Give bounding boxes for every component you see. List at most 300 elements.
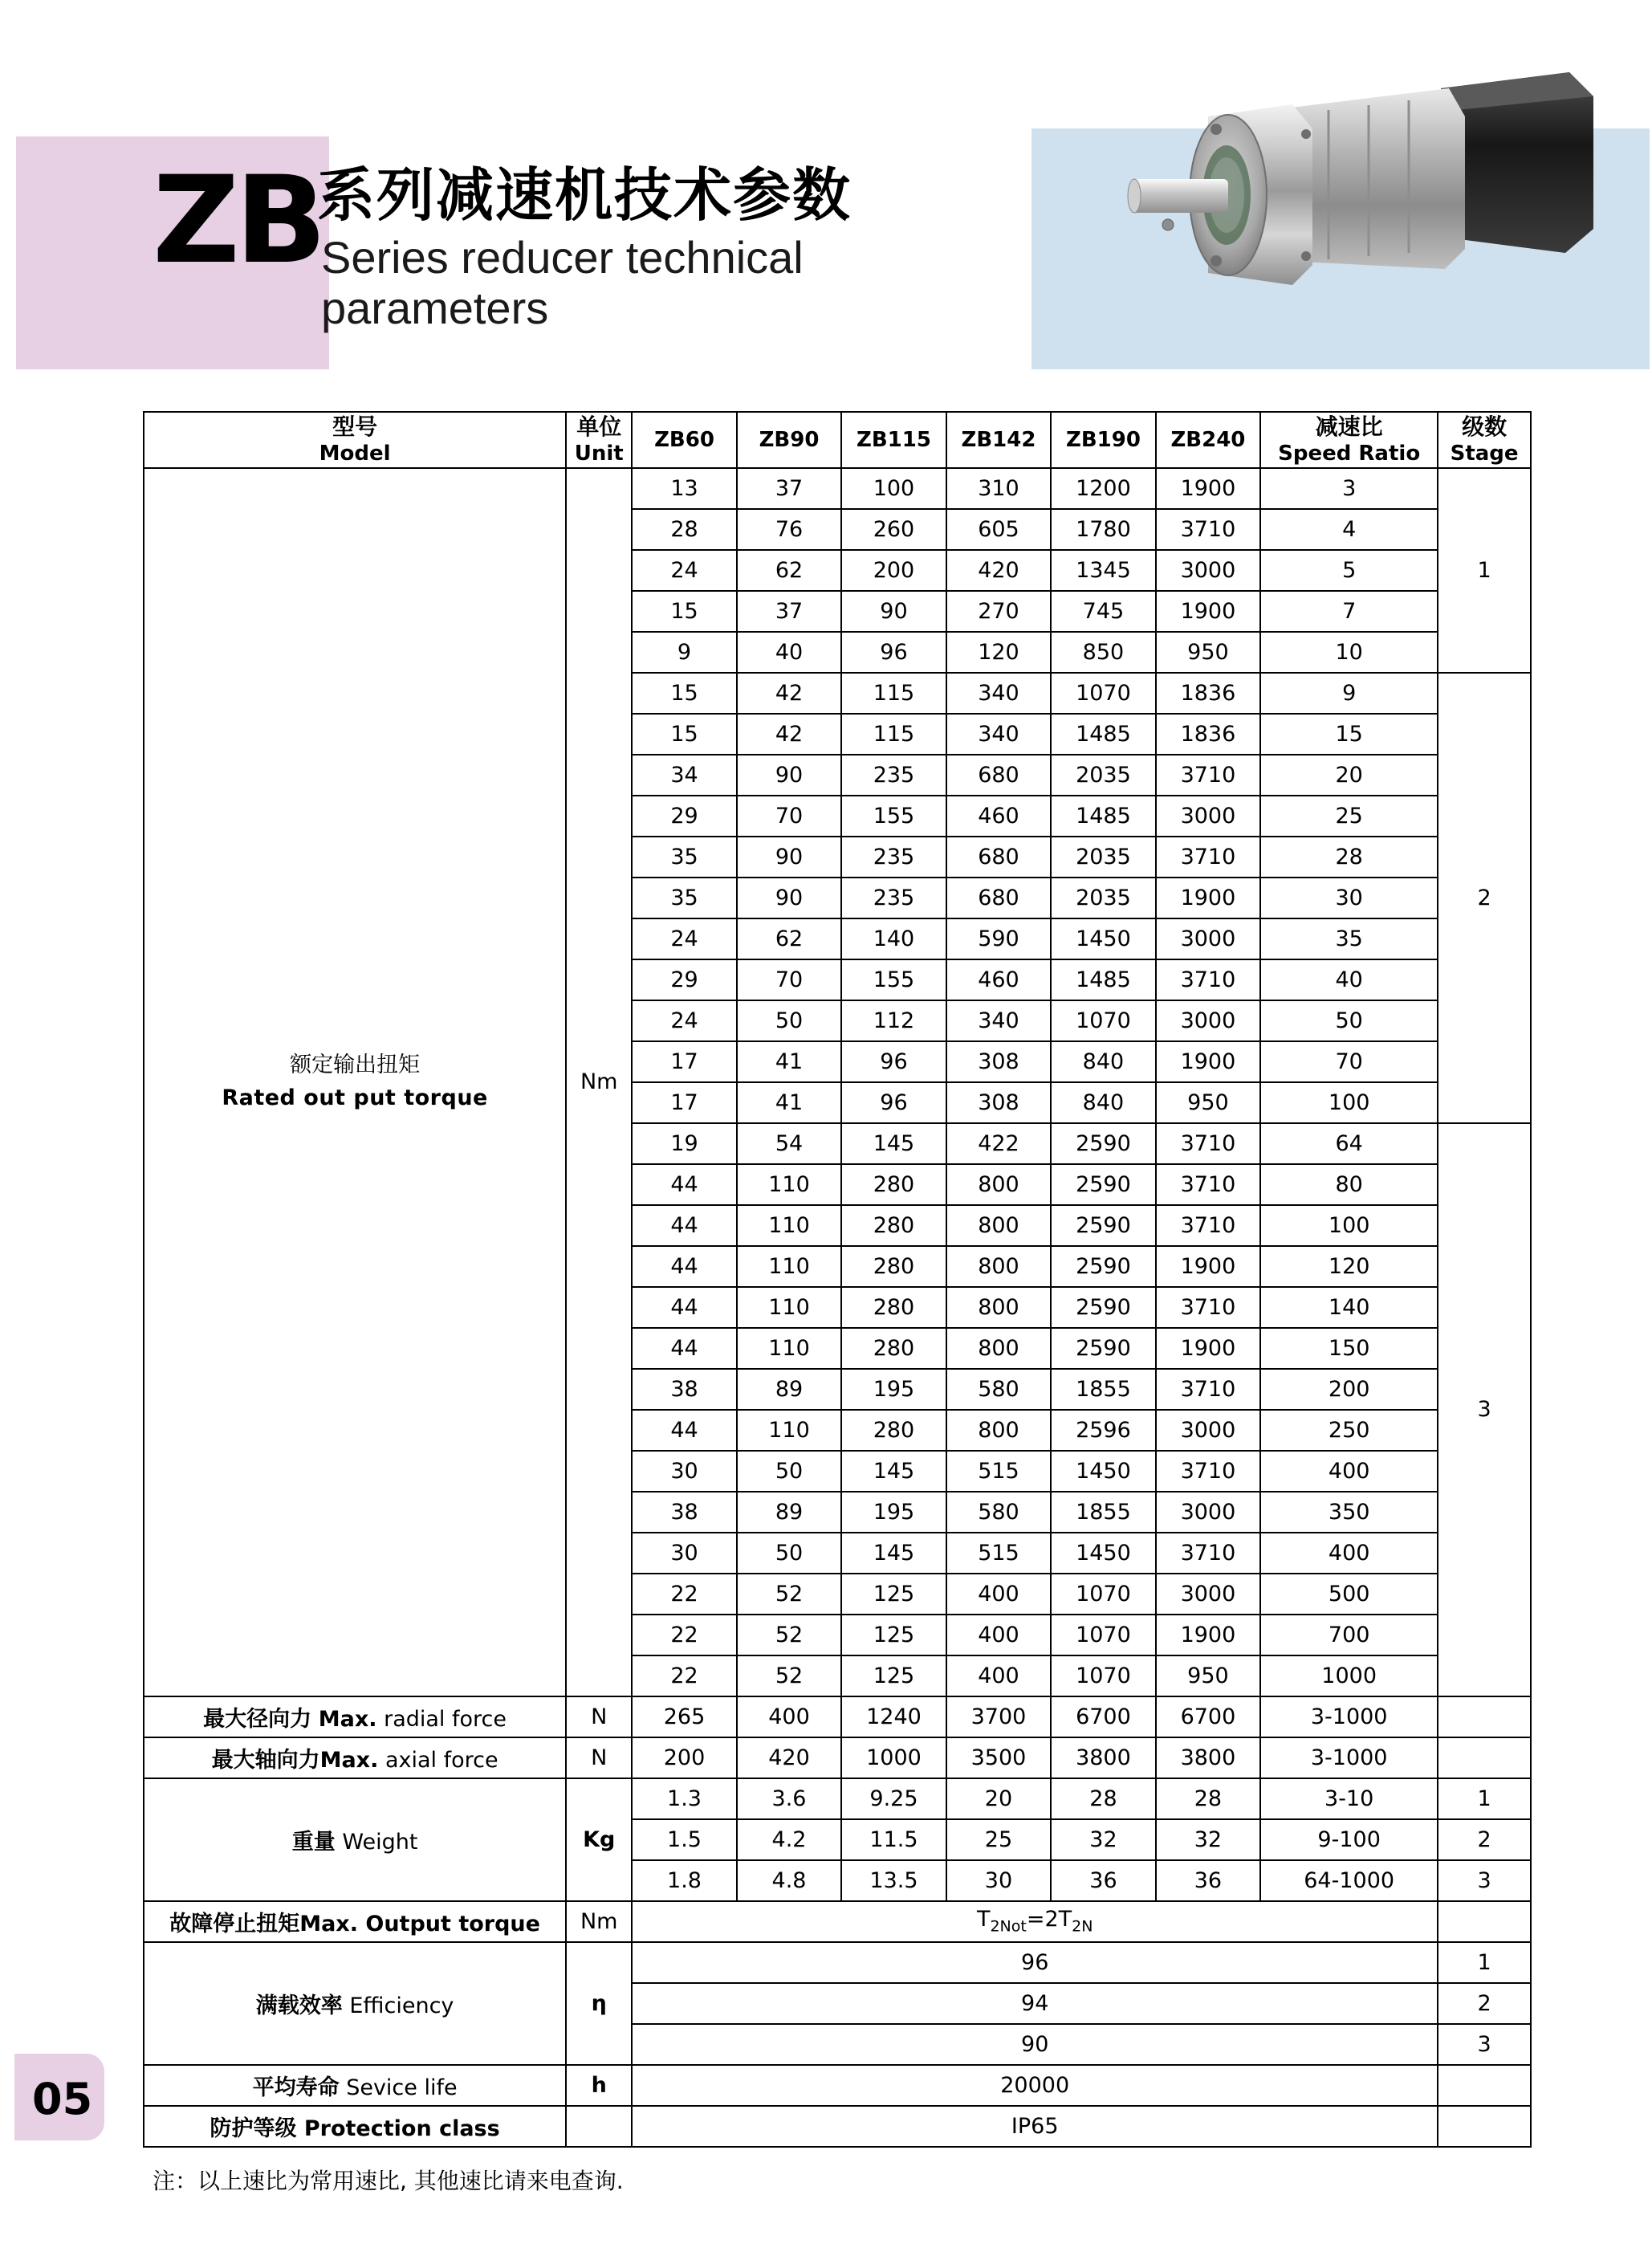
efficiency-unit: η xyxy=(566,1942,632,2065)
cell-value: 24 xyxy=(632,918,736,959)
cell-value: 30 xyxy=(632,1451,736,1492)
table-header-row xyxy=(144,412,1531,468)
cell-value: 3800 xyxy=(1156,1737,1260,1778)
cell-value: 1345 xyxy=(1051,550,1155,591)
cell-value: 422 xyxy=(946,1123,1051,1164)
cell-value: 62 xyxy=(737,550,841,591)
cell-value: 54 xyxy=(737,1123,841,1164)
cell-stage-empty xyxy=(1438,1901,1531,1942)
cell-value: 44 xyxy=(632,1205,736,1246)
cell-value: 110 xyxy=(737,1328,841,1369)
table-row-service-life xyxy=(144,2065,1531,2106)
cell-ratio: 3-10 xyxy=(1260,1778,1438,1819)
cell-value: 745 xyxy=(1051,591,1155,632)
cell-value: 15 xyxy=(632,714,736,755)
cell-value: 3710 xyxy=(1156,1205,1260,1246)
cell-value: 420 xyxy=(946,550,1051,591)
cell-value: 3000 xyxy=(1156,1000,1260,1041)
cell-value: 50 xyxy=(737,1000,841,1041)
header-model-zb190: ZB190 xyxy=(1051,412,1155,468)
cell-value: 125 xyxy=(841,1574,946,1615)
cell-value: 13.5 xyxy=(841,1860,946,1901)
cell-ratio: 20 xyxy=(1260,755,1438,796)
cell-value: 400 xyxy=(737,1696,841,1737)
cell-value: 1240 xyxy=(841,1696,946,1737)
cell-value: 3710 xyxy=(1156,1533,1260,1574)
table-row xyxy=(144,468,1531,509)
cell-value: 155 xyxy=(841,796,946,837)
cell-value: 52 xyxy=(737,1574,841,1615)
cell-value: 36 xyxy=(1051,1860,1155,1901)
cell-value: 140 xyxy=(841,918,946,959)
cell-value: 800 xyxy=(946,1164,1051,1205)
rated-torque-label: 额定输出扭矩 Rated out put torque xyxy=(144,468,566,1696)
cell-value: 265 xyxy=(632,1696,736,1737)
cell-value: 310 xyxy=(946,468,1051,509)
cell-value: 3710 xyxy=(1156,1287,1260,1328)
cell-value: 44 xyxy=(632,1164,736,1205)
cell-ratio: 700 xyxy=(1260,1615,1438,1655)
cell-value: 44 xyxy=(632,1410,736,1451)
cell-value: 2035 xyxy=(1051,878,1155,918)
header-model-zb240: ZB240 xyxy=(1156,412,1260,468)
cell-value: 680 xyxy=(946,755,1051,796)
max-output-torque-unit: Nm xyxy=(566,1901,632,1942)
table-row-protection-class xyxy=(144,2106,1531,2147)
header-stage: 级数 Stage xyxy=(1438,412,1531,468)
cell-value: 680 xyxy=(946,878,1051,918)
cell-value: 580 xyxy=(946,1492,1051,1533)
cell-value: 22 xyxy=(632,1574,736,1615)
cell-value: 89 xyxy=(737,1492,841,1533)
cell-ratio: 70 xyxy=(1260,1041,1438,1082)
cell-value: 52 xyxy=(737,1615,841,1655)
cell-value: 9 xyxy=(632,632,736,673)
cell-value: 4.2 xyxy=(737,1819,841,1860)
cell-value: 90 xyxy=(737,878,841,918)
cell-value: 850 xyxy=(1051,632,1155,673)
axial-force-unit: N xyxy=(566,1737,632,1778)
cell-value: 1070 xyxy=(1051,673,1155,714)
cell-value: 308 xyxy=(946,1082,1051,1123)
cell-ratio: 9 xyxy=(1260,673,1438,714)
cell-value: 6700 xyxy=(1051,1696,1155,1737)
cell-value: 260 xyxy=(841,509,946,550)
cell-ratio: 500 xyxy=(1260,1574,1438,1615)
cell-value: 3710 xyxy=(1156,1164,1260,1205)
cell-value: 110 xyxy=(737,1410,841,1451)
cell-stage: 1 xyxy=(1438,1942,1531,1983)
cell-value: 15 xyxy=(632,673,736,714)
cell-value: 1070 xyxy=(1051,1615,1155,1655)
cell-value: 680 xyxy=(946,837,1051,878)
table-row-efficiency xyxy=(144,1942,1531,1983)
header-model: 型号 Model xyxy=(144,412,566,468)
cell-value: 36 xyxy=(1156,1860,1260,1901)
cell-value: 1900 xyxy=(1156,1615,1260,1655)
cell-value: 3710 xyxy=(1156,755,1260,796)
cell-value: 3800 xyxy=(1051,1737,1155,1778)
cell-value: 155 xyxy=(841,959,946,1000)
cell-ratio: 140 xyxy=(1260,1287,1438,1328)
protection-class-value: IP65 xyxy=(632,2106,1438,2147)
cell-value: 280 xyxy=(841,1205,946,1246)
spec-table-wrapper xyxy=(143,411,1532,2148)
cell-value: 62 xyxy=(737,918,841,959)
cell-value: 24 xyxy=(632,1000,736,1041)
cell-value: 2590 xyxy=(1051,1123,1155,1164)
page-header xyxy=(0,0,1652,377)
cell-value: 280 xyxy=(841,1410,946,1451)
cell-value: 400 xyxy=(946,1615,1051,1655)
cell-value: 38 xyxy=(632,1369,736,1410)
cell-value: 145 xyxy=(841,1123,946,1164)
cell-value: 515 xyxy=(946,1451,1051,1492)
cell-value: 280 xyxy=(841,1246,946,1287)
cell-value: 110 xyxy=(737,1246,841,1287)
cell-value: 35 xyxy=(632,878,736,918)
cell-value: 22 xyxy=(632,1615,736,1655)
cell-ratio: 35 xyxy=(1260,918,1438,959)
cell-ratio: 80 xyxy=(1260,1164,1438,1205)
header-model-zb142: ZB142 xyxy=(946,412,1051,468)
cell-ratio: 3-1000 xyxy=(1260,1696,1438,1737)
efficiency-value: 90 xyxy=(632,2024,1438,2065)
cell-value: 515 xyxy=(946,1533,1051,1574)
cell-value: 1450 xyxy=(1051,1533,1155,1574)
cell-value: 3000 xyxy=(1156,1492,1260,1533)
table-row-weight xyxy=(144,1778,1531,1819)
cell-value: 1.5 xyxy=(632,1819,736,1860)
cell-value: 1.8 xyxy=(632,1860,736,1901)
cell-value: 90 xyxy=(841,591,946,632)
cell-value: 2596 xyxy=(1051,1410,1155,1451)
cell-ratio: 40 xyxy=(1260,959,1438,1000)
efficiency-value: 96 xyxy=(632,1942,1438,1983)
cell-value: 37 xyxy=(737,468,841,509)
cell-value: 2590 xyxy=(1051,1246,1155,1287)
cell-value: 96 xyxy=(841,632,946,673)
cell-value: 115 xyxy=(841,673,946,714)
cell-value: 460 xyxy=(946,959,1051,1000)
radial-force-unit: N xyxy=(566,1696,632,1737)
cell-value: 3000 xyxy=(1156,918,1260,959)
cell-value: 605 xyxy=(946,509,1051,550)
cell-value: 50 xyxy=(737,1533,841,1574)
spec-table xyxy=(143,411,1532,2148)
cell-ratio: 100 xyxy=(1260,1205,1438,1246)
cell-stage: 1 xyxy=(1438,468,1531,673)
cell-ratio: 30 xyxy=(1260,878,1438,918)
cell-value: 1900 xyxy=(1156,1246,1260,1287)
cell-value: 580 xyxy=(946,1369,1051,1410)
cell-value: 3710 xyxy=(1156,1451,1260,1492)
cell-value: 70 xyxy=(737,959,841,1000)
cell-stage: 1 xyxy=(1438,1778,1531,1819)
cell-value: 29 xyxy=(632,959,736,1000)
cell-value: 840 xyxy=(1051,1082,1155,1123)
cell-value: 90 xyxy=(737,837,841,878)
cell-value: 195 xyxy=(841,1369,946,1410)
cell-value: 308 xyxy=(946,1041,1051,1082)
cell-value: 200 xyxy=(841,550,946,591)
cell-value: 840 xyxy=(1051,1041,1155,1082)
cell-ratio: 400 xyxy=(1260,1451,1438,1492)
cell-value: 100 xyxy=(841,468,946,509)
cell-value: 125 xyxy=(841,1615,946,1655)
cell-ratio: 3-1000 xyxy=(1260,1737,1438,1778)
cell-value: 800 xyxy=(946,1328,1051,1369)
cell-value: 110 xyxy=(737,1164,841,1205)
cell-value: 1855 xyxy=(1051,1369,1155,1410)
cell-value: 42 xyxy=(737,714,841,755)
cell-stage: 3 xyxy=(1438,2024,1531,2065)
service-life-value: 20000 xyxy=(632,2065,1438,2106)
cell-value: 1070 xyxy=(1051,1000,1155,1041)
cell-value: 37 xyxy=(737,591,841,632)
cell-stage: 2 xyxy=(1438,1983,1531,2024)
cell-value: 800 xyxy=(946,1246,1051,1287)
cell-value: 420 xyxy=(737,1737,841,1778)
cell-value: 3000 xyxy=(1156,796,1260,837)
service-life-unit: h xyxy=(566,2065,632,2106)
cell-value: 195 xyxy=(841,1492,946,1533)
cell-value: 4.8 xyxy=(737,1860,841,1901)
cell-ratio: 5 xyxy=(1260,550,1438,591)
cell-value: 110 xyxy=(737,1205,841,1246)
cell-value: 9.25 xyxy=(841,1778,946,1819)
cell-value: 800 xyxy=(946,1410,1051,1451)
cell-value: 235 xyxy=(841,878,946,918)
cell-value: 235 xyxy=(841,837,946,878)
cell-value: 1900 xyxy=(1156,1041,1260,1082)
cell-value: 30 xyxy=(632,1533,736,1574)
cell-stage: 2 xyxy=(1438,673,1531,1123)
cell-value: 1485 xyxy=(1051,796,1155,837)
header-model-zb60: ZB60 xyxy=(632,412,736,468)
cell-value: 3710 xyxy=(1156,837,1260,878)
cell-value: 41 xyxy=(737,1082,841,1123)
cell-stage: 2 xyxy=(1438,1819,1531,1860)
cell-value: 270 xyxy=(946,591,1051,632)
cell-value: 29 xyxy=(632,796,736,837)
zb-logo: ZB xyxy=(153,151,323,291)
cell-value: 34 xyxy=(632,755,736,796)
cell-value: 400 xyxy=(946,1574,1051,1615)
page-title-cn: 系列减速机技术参数 xyxy=(317,161,852,229)
cell-value: 1900 xyxy=(1156,468,1260,509)
cell-value: 1070 xyxy=(1051,1655,1155,1696)
radial-force-label: 最大径向力 Max. radial force xyxy=(144,1696,566,1737)
cell-value: 200 xyxy=(632,1737,736,1778)
cell-value: 400 xyxy=(946,1655,1051,1696)
cell-ratio: 9-100 xyxy=(1260,1819,1438,1860)
cell-value: 280 xyxy=(841,1328,946,1369)
page-title-en: Series reducer technical parameters xyxy=(321,232,804,333)
cell-value: 1485 xyxy=(1051,959,1155,1000)
cell-value: 950 xyxy=(1156,1082,1260,1123)
cell-value: 1836 xyxy=(1156,714,1260,755)
cell-ratio: 3 xyxy=(1260,468,1438,509)
cell-ratio: 7 xyxy=(1260,591,1438,632)
cell-value: 145 xyxy=(841,1533,946,1574)
cell-value: 70 xyxy=(737,796,841,837)
cell-value: 41 xyxy=(737,1041,841,1082)
cell-value: 1780 xyxy=(1051,509,1155,550)
cell-ratio: 15 xyxy=(1260,714,1438,755)
cell-value: 44 xyxy=(632,1287,736,1328)
service-life-label: 平均寿命 Sevice life xyxy=(144,2065,566,2106)
cell-value: 800 xyxy=(946,1205,1051,1246)
rated-torque-unit: Nm xyxy=(566,468,632,1696)
cell-value: 2035 xyxy=(1051,837,1155,878)
cell-ratio: 400 xyxy=(1260,1533,1438,1574)
cell-value: 76 xyxy=(737,509,841,550)
cell-value: 32 xyxy=(1156,1819,1260,1860)
cell-value: 3000 xyxy=(1156,550,1260,591)
cell-value: 32 xyxy=(1051,1819,1155,1860)
cell-stage-empty xyxy=(1438,1737,1531,1778)
max-output-torque-value: $T_{2Not}=2T_{2N}$ xyxy=(632,1901,1438,1942)
cell-ratio: 4 xyxy=(1260,509,1438,550)
cell-stage: 3 xyxy=(1438,1860,1531,1901)
cell-value: 28 xyxy=(1051,1778,1155,1819)
cell-value: 96 xyxy=(841,1082,946,1123)
cell-ratio: 28 xyxy=(1260,837,1438,878)
cell-value: 89 xyxy=(737,1369,841,1410)
cell-value: 3000 xyxy=(1156,1574,1260,1615)
cell-value: 44 xyxy=(632,1328,736,1369)
cell-ratio: 100 xyxy=(1260,1082,1438,1123)
cell-value: 3710 xyxy=(1156,1369,1260,1410)
weight-unit: Kg xyxy=(566,1778,632,1901)
axial-force-label: 最大轴向力Max. axial force xyxy=(144,1737,566,1778)
page-number: 05 xyxy=(32,2074,93,2124)
cell-value: 2590 xyxy=(1051,1164,1155,1205)
cell-ratio: 200 xyxy=(1260,1369,1438,1410)
cell-value: 90 xyxy=(737,755,841,796)
cell-ratio: 150 xyxy=(1260,1328,1438,1369)
cell-value: 44 xyxy=(632,1246,736,1287)
cell-stage: 3 xyxy=(1438,1123,1531,1696)
cell-value: 1450 xyxy=(1051,918,1155,959)
cell-value: 280 xyxy=(841,1164,946,1205)
cell-value: 15 xyxy=(632,591,736,632)
spec-table-body xyxy=(144,412,1531,2147)
cell-value: 96 xyxy=(841,1041,946,1082)
cell-stage-empty xyxy=(1438,1696,1531,1737)
cell-value: 1836 xyxy=(1156,673,1260,714)
cell-value: 235 xyxy=(841,755,946,796)
cell-value: 2590 xyxy=(1051,1328,1155,1369)
cell-value: 1900 xyxy=(1156,591,1260,632)
cell-value: 590 xyxy=(946,918,1051,959)
header-model-zb115: ZB115 xyxy=(841,412,946,468)
cell-value: 1855 xyxy=(1051,1492,1155,1533)
table-row-radial-force xyxy=(144,1696,1531,1737)
cell-value: 13 xyxy=(632,468,736,509)
header-unit: 单位 Unit xyxy=(566,412,632,468)
table-row-axial-force xyxy=(144,1737,1531,1778)
cell-value: 3710 xyxy=(1156,509,1260,550)
cell-value: 38 xyxy=(632,1492,736,1533)
cell-value: 2590 xyxy=(1051,1287,1155,1328)
cell-value: 3710 xyxy=(1156,1123,1260,1164)
cell-value: 35 xyxy=(632,837,736,878)
cell-value: 1900 xyxy=(1156,878,1260,918)
protection-class-label: 防护等级 Protection class xyxy=(144,2106,566,2147)
cell-value: 340 xyxy=(946,714,1051,755)
cell-stage-empty xyxy=(1438,2106,1531,2147)
cell-value: 950 xyxy=(1156,632,1260,673)
cell-value: 50 xyxy=(737,1451,841,1492)
efficiency-value: 94 xyxy=(632,1983,1438,2024)
cell-value: 1450 xyxy=(1051,1451,1155,1492)
cell-value: 17 xyxy=(632,1082,736,1123)
cell-value: 115 xyxy=(841,714,946,755)
cell-value: 3710 xyxy=(1156,959,1260,1000)
cell-value: 40 xyxy=(737,632,841,673)
cell-value: 950 xyxy=(1156,1655,1260,1696)
cell-ratio: 1000 xyxy=(1260,1655,1438,1696)
cell-value: 3700 xyxy=(946,1696,1051,1737)
cell-value: 800 xyxy=(946,1287,1051,1328)
footnote: 注：以上速比为常用速比, 其他速比请来电查询. xyxy=(153,2168,624,2194)
weight-label: 重量 Weight xyxy=(144,1778,566,1901)
cell-ratio: 25 xyxy=(1260,796,1438,837)
gearbox-product-image xyxy=(1120,60,1617,381)
cell-value: 6700 xyxy=(1156,1696,1260,1737)
cell-value: 3000 xyxy=(1156,1410,1260,1451)
cell-ratio: 64-1000 xyxy=(1260,1860,1438,1901)
cell-value: 280 xyxy=(841,1287,946,1328)
cell-value: 11.5 xyxy=(841,1819,946,1860)
cell-value: 1070 xyxy=(1051,1574,1155,1615)
cell-value: 24 xyxy=(632,550,736,591)
cell-value: 1.3 xyxy=(632,1778,736,1819)
cell-value: 112 xyxy=(841,1000,946,1041)
cell-value: 2035 xyxy=(1051,755,1155,796)
cell-value: 20 xyxy=(946,1778,1051,1819)
cell-ratio: 10 xyxy=(1260,632,1438,673)
table-row-max-output-torque xyxy=(144,1901,1531,1942)
cell-value: 52 xyxy=(737,1655,841,1696)
cell-value: 3.6 xyxy=(737,1778,841,1819)
cell-value: 110 xyxy=(737,1287,841,1328)
cell-value: 1000 xyxy=(841,1737,946,1778)
max-output-torque-label: 故障停止扭矩Max. Output torque xyxy=(144,1901,566,1942)
cell-value: 19 xyxy=(632,1123,736,1164)
cell-value: 1200 xyxy=(1051,468,1155,509)
cell-value: 1485 xyxy=(1051,714,1155,755)
cell-ratio: 350 xyxy=(1260,1492,1438,1533)
cell-value: 340 xyxy=(946,673,1051,714)
protection-class-unit xyxy=(566,2106,632,2147)
cell-value: 340 xyxy=(946,1000,1051,1041)
cell-value: 120 xyxy=(946,632,1051,673)
cell-ratio: 64 xyxy=(1260,1123,1438,1164)
cell-value: 22 xyxy=(632,1655,736,1696)
cell-value: 30 xyxy=(946,1860,1051,1901)
cell-value: 2590 xyxy=(1051,1205,1155,1246)
cell-value: 125 xyxy=(841,1655,946,1696)
efficiency-label: 满载效率 Efficiency xyxy=(144,1942,566,2065)
cell-ratio: 120 xyxy=(1260,1246,1438,1287)
cell-value: 17 xyxy=(632,1041,736,1082)
cell-value: 460 xyxy=(946,796,1051,837)
cell-value: 145 xyxy=(841,1451,946,1492)
header-model-zb90: ZB90 xyxy=(737,412,841,468)
